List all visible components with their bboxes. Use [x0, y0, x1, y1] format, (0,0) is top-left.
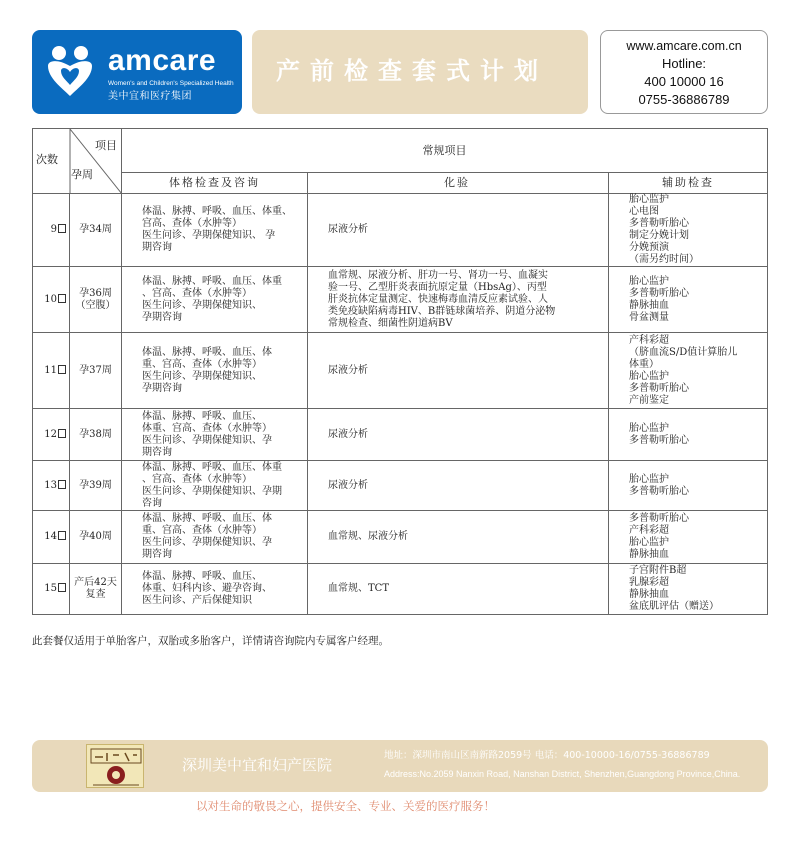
physical-exam-line: 、宫高、查体（水肿等） — [142, 473, 252, 485]
table-row — [33, 461, 768, 511]
physical-exam-line: 期咨询 — [142, 446, 172, 458]
auxiliary-exam-line: （脐血流S/D值计算胎儿 — [629, 346, 738, 358]
hotline-label: Hotline: — [661, 56, 707, 71]
physical-exam — [122, 267, 308, 333]
gestational-week-line: 孕39周 — [79, 479, 112, 491]
table-row — [33, 194, 768, 267]
physical-exam — [122, 564, 308, 615]
auxiliary-exam-line: 体重） — [629, 358, 659, 370]
visit-number-cell — [33, 194, 70, 267]
auxiliary-exam-line: 产科彩超 — [629, 334, 669, 346]
physical-exam-line: 医生问诊、孕期保健知识、 — [142, 370, 262, 382]
auxiliary-exam-line: 多普勒听胎心 — [629, 287, 689, 299]
checkbox-icon[interactable] — [58, 429, 66, 438]
auxiliary-exam-line: 骨盆测量 — [629, 311, 669, 323]
physical-exam-line: 医生问诊、孕期保健知识、孕 — [142, 537, 272, 548]
hotline-phone-1: 400 10000 16 — [644, 74, 724, 89]
website-link[interactable]: www.amcare.com.cn — [626, 39, 742, 53]
lab-test-line: 血常规、TCT — [328, 583, 389, 594]
auxiliary-exam-line: 胎心监护 — [629, 422, 669, 434]
lab-test-line: 尿液分析 — [328, 224, 368, 235]
footer-banner — [32, 740, 768, 792]
table-row — [33, 564, 768, 615]
checkbox-icon[interactable] — [58, 365, 66, 374]
lab-test-line: 血常规、尿液分析、肝功一号、肾功一号、血凝实 — [328, 269, 548, 281]
gestational-week-line: 孕34周 — [79, 224, 112, 235]
checkbox-icon[interactable] — [58, 480, 66, 489]
visit-number-cell — [33, 461, 70, 511]
visit-number-cell — [33, 333, 70, 409]
physical-exam-line: 宫高、查体（水肿等） — [142, 218, 242, 229]
gestational-week-line: 孕36周 — [79, 287, 112, 299]
logo-name: amcare — [108, 44, 217, 77]
hospital-name: 深圳美中宜和妇产医院 — [182, 756, 333, 774]
auxiliary-exam-line: 多普勒听胎心 — [629, 218, 689, 229]
gestational-week-line: 孕38周 — [79, 428, 112, 440]
auxiliary-exam-line: 制定分娩计划 — [629, 230, 689, 241]
auxiliary-exam-line: 多普勒听胎心 — [629, 382, 689, 394]
lab-test-line: 肝炎抗体定量测定、快速梅毒血清反应素试验、人 — [328, 293, 548, 305]
visit-number: 9 — [50, 224, 57, 235]
physical-exam-line: 体重、宫高、查体（水肿等） — [142, 422, 272, 434]
lab-test-line: 常规检查、细菌性阴道病BV — [328, 317, 453, 329]
lab-test — [308, 409, 609, 461]
auxiliary-exam-line: 多普勒听胎心 — [629, 485, 689, 497]
table-row — [33, 409, 768, 461]
lab-test — [308, 461, 609, 511]
lab-test-line: 验一号、乙型肝炎表面抗原定量（HbsAg）、丙型 — [328, 281, 547, 293]
lab-test-line: 尿液分析 — [328, 428, 368, 440]
lab-test — [308, 267, 609, 333]
physical-exam-line: 期咨询 — [142, 549, 172, 560]
week-header-label: 孕周 — [71, 168, 93, 181]
table-body — [33, 129, 768, 615]
gestational-week-line: 复查 — [85, 589, 106, 600]
corner-header-cell — [33, 129, 122, 194]
physical-exam-header: 体格检查及咨询 — [122, 173, 308, 194]
item-header-label: 项目 — [95, 139, 117, 152]
physical-exam-line: 体温、脉搏、呼吸、血压、体 — [142, 513, 272, 524]
auxiliary-exam-line: 胎心监护 — [629, 473, 669, 485]
auxiliary-exam-line: 盆底肌评估（赠送） — [629, 601, 719, 612]
auxiliary-exam — [609, 333, 768, 409]
auxiliary-exam-line: 心电图 — [629, 206, 659, 217]
visit-number-cell — [33, 564, 70, 615]
gestational-week-line: （空腹） — [75, 299, 116, 311]
seal-emblem-icon — [87, 745, 145, 789]
mother-child-heart-icon — [44, 44, 96, 100]
auxiliary-exam — [609, 267, 768, 333]
gestational-week-line: 孕37周 — [79, 364, 112, 376]
auxiliary-exam-line: 静脉抽血 — [629, 589, 669, 600]
table-header-row — [33, 129, 768, 173]
physical-exam-line: 医生问诊、孕期保健知识、 孕 — [142, 230, 276, 241]
lab-test — [308, 511, 609, 564]
table-row — [33, 511, 768, 564]
table-row — [33, 333, 768, 409]
visit-number: 11 — [44, 364, 57, 376]
footnote: 此套餐仅适用于单胎客户，双胎或多胎客户，详情请咨询院内专属客户经理。 — [32, 635, 389, 647]
physical-exam-line: 重、宫高、查体（水肿等） — [142, 525, 262, 536]
physical-exam-line: 期咨询 — [142, 242, 172, 253]
lab-test-line: 类免疫缺陷病毒HIV、B群链球菌培养、阴道分泌物 — [328, 305, 556, 317]
auxiliary-exam — [609, 194, 768, 267]
auxiliary-exam-line: 胎心监护 — [629, 275, 669, 287]
physical-exam-line: 医生问诊、孕期保健知识、孕 — [142, 434, 272, 446]
checkbox-icon[interactable] — [58, 583, 66, 592]
auxiliary-exam-line: 乳腺彩超 — [629, 577, 669, 588]
physical-exam-line: 体温、脉搏、呼吸、血压、 — [142, 410, 262, 422]
auxiliary-exam-line: 子宫附件B超 — [629, 565, 687, 576]
title-banner — [252, 30, 588, 114]
visit-number-cell — [33, 409, 70, 461]
auxiliary-exam-header: 辅助检查 — [609, 173, 768, 194]
auxiliary-exam-line: 静脉抽血 — [629, 549, 669, 560]
auxiliary-exam — [609, 564, 768, 615]
lab-test — [308, 333, 609, 409]
lab-test — [308, 564, 609, 615]
physical-exam — [122, 461, 308, 511]
auxiliary-exam-line: 静脉抽血 — [629, 299, 669, 311]
auxiliary-exam-line: 产前鉴定 — [629, 394, 669, 406]
slogan: 以对生命的敬畏之心，提供安全、专业、关爱的医疗服务！ — [196, 799, 495, 813]
lab-test-line: 尿液分析 — [328, 364, 368, 376]
visit-number: 12 — [44, 428, 57, 440]
contact-box — [600, 30, 768, 114]
physical-exam-line: 医生问诊、孕期保健知识、孕期 — [142, 485, 282, 497]
physical-exam-line: 咨询 — [142, 497, 162, 509]
gestational-week-line: 孕40周 — [79, 531, 112, 542]
physical-exam-line: 重、宫高、查体（水肿等） — [142, 358, 262, 370]
gestational-week-line: 产后42天 — [74, 577, 117, 588]
auxiliary-exam-line: 分娩预演 — [629, 242, 669, 253]
amcare-logo — [32, 30, 242, 114]
checkup-plan-table — [32, 128, 768, 615]
lab-test-line: 血常规、尿液分析 — [328, 531, 408, 542]
page-title: 产前检查套式计划 — [276, 57, 548, 85]
gestational-week — [70, 194, 122, 267]
physical-exam-line: 医生问诊、产后保健知识 — [142, 595, 252, 606]
auxiliary-exam-line: 多普勒听胎心 — [629, 434, 689, 446]
visit-number: 10 — [44, 293, 57, 305]
visit-number: 15 — [44, 583, 57, 594]
lab-test-line: 尿液分析 — [328, 479, 368, 491]
auxiliary-exam-line: 产科彩超 — [629, 525, 669, 536]
auxiliary-exam — [609, 461, 768, 511]
count-column-label: 次数 — [36, 153, 58, 166]
routine-items-header: 常规项目 — [122, 129, 768, 173]
physical-exam — [122, 333, 308, 409]
address-english: Address:No.2059 Nanxin Road, Nanshan District, Shenzhen,Guangdong Province,China. — [384, 769, 741, 779]
table-subheader-row — [33, 173, 768, 194]
physical-exam — [122, 409, 308, 461]
visit-number-cell — [33, 267, 70, 333]
auxiliary-exam — [609, 409, 768, 461]
table-row — [33, 267, 768, 333]
auxiliary-exam-line: 胎心监护 — [629, 370, 669, 382]
gestational-week — [70, 511, 122, 564]
physical-exam-line: 医生问诊、孕期保健知识、 — [142, 299, 262, 311]
auxiliary-exam — [609, 511, 768, 564]
hospital-seal-logo — [86, 744, 144, 788]
logo-chinese-name: 美中宜和医疗集团 — [108, 91, 192, 102]
visit-number: 13 — [44, 479, 57, 491]
logo-subtitle: Women's and Children's Specialized Health — [108, 80, 234, 87]
lab-test — [308, 194, 609, 267]
physical-exam-line: 体温、脉搏、呼吸、血压、体 — [142, 346, 272, 358]
gestational-week — [70, 564, 122, 615]
gestational-week — [70, 333, 122, 409]
checkbox-icon[interactable] — [58, 294, 66, 303]
physical-exam — [122, 511, 308, 564]
address-chinese: 地址：深圳市南山区南新路2059号 电话：400-10000-16/0755-36886789 — [384, 750, 710, 761]
hotline-phone-2: 0755-36886789 — [638, 92, 730, 107]
auxiliary-exam-line: 胎心监护 — [629, 537, 669, 548]
auxiliary-exam-line: 多普勒听胎心 — [629, 513, 689, 524]
physical-exam-line: 孕期咨询 — [142, 311, 182, 323]
physical-exam-line: 体温、脉搏、呼吸、血压、体重 — [142, 461, 282, 473]
physical-exam — [122, 194, 308, 267]
auxiliary-exam-line: （需另约时间） — [629, 254, 699, 265]
gestational-week — [70, 409, 122, 461]
gestational-week — [70, 267, 122, 333]
lab-test-header: 化验 — [308, 173, 609, 194]
gestational-week — [70, 461, 122, 511]
visit-number-cell — [33, 511, 70, 564]
physical-exam-line: 体温、脉搏、呼吸、血压、体重、 — [142, 206, 292, 217]
visit-number: 14 — [44, 531, 57, 542]
physical-exam-line: 体温、脉搏、呼吸、血压、体重 — [142, 275, 282, 287]
checkbox-icon[interactable] — [58, 224, 66, 233]
auxiliary-exam-line: 胎心监护 — [629, 194, 669, 205]
physical-exam-line: 孕期咨询 — [142, 382, 182, 394]
checkbox-icon[interactable] — [58, 531, 66, 540]
physical-exam-line: 体温、脉搏、呼吸、血压、 — [142, 571, 262, 582]
physical-exam-line: 体重、妇科内诊、避孕咨询、 — [142, 583, 272, 594]
physical-exam-line: 、宫高、查体（水肿等） — [142, 287, 252, 299]
